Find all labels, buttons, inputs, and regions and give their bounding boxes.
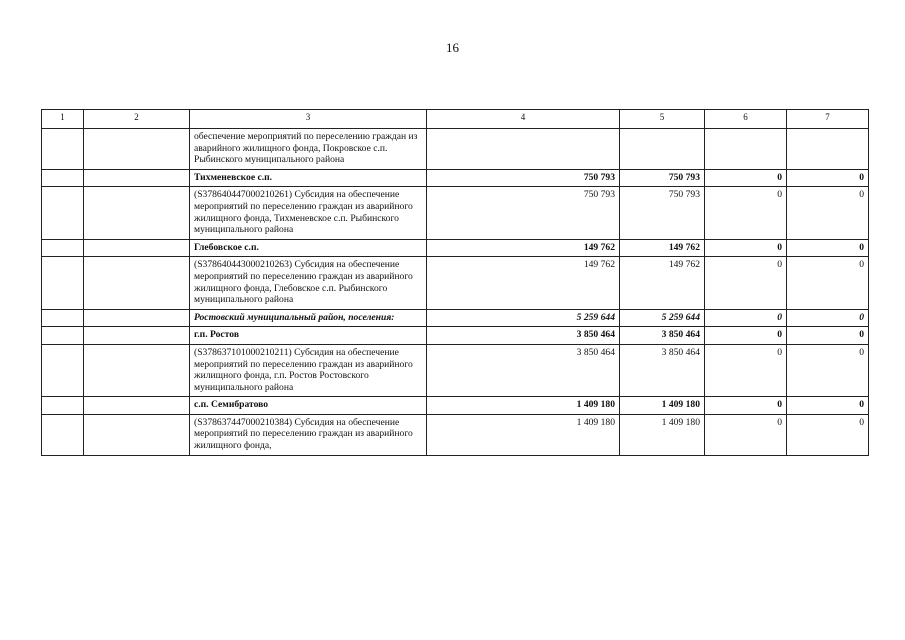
row-value-col5 [620,129,705,170]
row-value-col4: 149 762 [427,239,620,257]
table-row [42,239,869,257]
row-value-col6: 0 [705,344,787,396]
row-empty-col1 [42,327,84,345]
row-empty-col1 [42,187,84,239]
column-header-4: 4 [427,110,620,129]
row-value-col4: 750 793 [427,169,620,187]
row-value-col7: 0 [787,397,869,415]
row-value-col7: 0 [787,309,869,327]
column-header-7: 7 [787,110,869,129]
row-value-col6: 0 [705,187,787,239]
row-description: с.п. Семибратово [190,397,427,415]
row-description: (S378640443000210263) Субсидия на обеспечение мероприятий по переселению граждан из аварийного жилищного фонда, Глебовское с.п. Рыбинского муниципального района [190,257,427,309]
table-row [42,257,869,309]
table-body [42,129,869,456]
row-description: (S378637447000210384) Субсидия на обеспечение мероприятий по переселению граждан из аварийного жилищного фонда, [190,414,427,455]
row-description: (S378640447000210261) Субсидия на обеспечение мероприятий по переселению граждан из аварийного жилищного фонда, Тихменевское с.п. Рыбинского муниципального района [190,187,427,239]
row-value-col5: 149 762 [620,239,705,257]
row-value-col7: 0 [787,239,869,257]
page-number: 16 [446,40,459,55]
table-row [42,129,869,170]
row-value-col6: 0 [705,327,787,345]
column-header-3: 3 [190,110,427,129]
row-empty-col2 [84,187,190,239]
row-value-col5: 149 762 [620,257,705,309]
row-value-col6: 0 [705,257,787,309]
row-value-col4: 5 259 644 [427,309,620,327]
row-value-col5: 1 409 180 [620,414,705,455]
row-value-col4: 3 850 464 [427,327,620,345]
row-value-col7: 0 [787,187,869,239]
row-value-col4 [427,129,620,170]
row-empty-col2 [84,344,190,396]
budget-table [41,109,869,456]
row-value-col5: 750 793 [620,169,705,187]
table-row [42,309,869,327]
row-value-col4: 149 762 [427,257,620,309]
row-description: обеспечение мероприятий по переселению граждан из аварийного жилищного фонда, Покровское с.п. Рыбинского муниципального района [190,129,427,170]
row-empty-col1 [42,169,84,187]
row-value-col6: 0 [705,169,787,187]
row-description: Тихменевское с.п. [190,169,427,187]
row-value-col6: 0 [705,414,787,455]
column-header-6: 6 [705,110,787,129]
row-value-col7: 0 [787,257,869,309]
table-row [42,414,869,455]
column-header-1: 1 [42,110,84,129]
row-description: г.п. Ростов [190,327,427,345]
table-row [42,327,869,345]
row-empty-col1 [42,129,84,170]
row-empty-col1 [42,239,84,257]
row-empty-col2 [84,414,190,455]
row-value-col4: 3 850 464 [427,344,620,396]
row-empty-col2 [84,129,190,170]
row-value-col5: 3 850 464 [620,344,705,396]
row-value-col5: 3 850 464 [620,327,705,345]
table-row [42,397,869,415]
row-value-col4: 1 409 180 [427,397,620,415]
row-value-col4: 750 793 [427,187,620,239]
row-empty-col2 [84,257,190,309]
row-empty-col2 [84,327,190,345]
row-description: Глебовское с.п. [190,239,427,257]
row-value-col5: 750 793 [620,187,705,239]
row-value-col7: 0 [787,169,869,187]
row-empty-col1 [42,397,84,415]
row-empty-col1 [42,257,84,309]
row-value-col4: 1 409 180 [427,414,620,455]
column-header-5: 5 [620,110,705,129]
row-value-col6: 0 [705,397,787,415]
row-value-col6 [705,129,787,170]
row-description: Ростовский муниципальный район, поселения: [190,309,427,327]
table-row [42,169,869,187]
row-value-col5: 1 409 180 [620,397,705,415]
row-value-col6: 0 [705,309,787,327]
row-empty-col2 [84,397,190,415]
row-empty-col2 [84,239,190,257]
row-empty-col2 [84,169,190,187]
row-value-col5: 5 259 644 [620,309,705,327]
row-value-col7: 0 [787,414,869,455]
row-value-col6: 0 [705,239,787,257]
row-empty-col1 [42,309,84,327]
table-row [42,187,869,239]
row-empty-col2 [84,309,190,327]
row-value-col7: 0 [787,344,869,396]
row-description: (S378637101000210211) Субсидия на обеспечение мероприятий по переселению граждан из аварийного жилищного фонда, г.п. Ростов Ростовского муниципального района [190,344,427,396]
column-header-2: 2 [84,110,190,129]
row-value-col7: 0 [787,327,869,345]
header-row [42,110,869,129]
table-row [42,344,869,396]
row-value-col7 [787,129,869,170]
row-empty-col1 [42,344,84,396]
row-empty-col1 [42,414,84,455]
